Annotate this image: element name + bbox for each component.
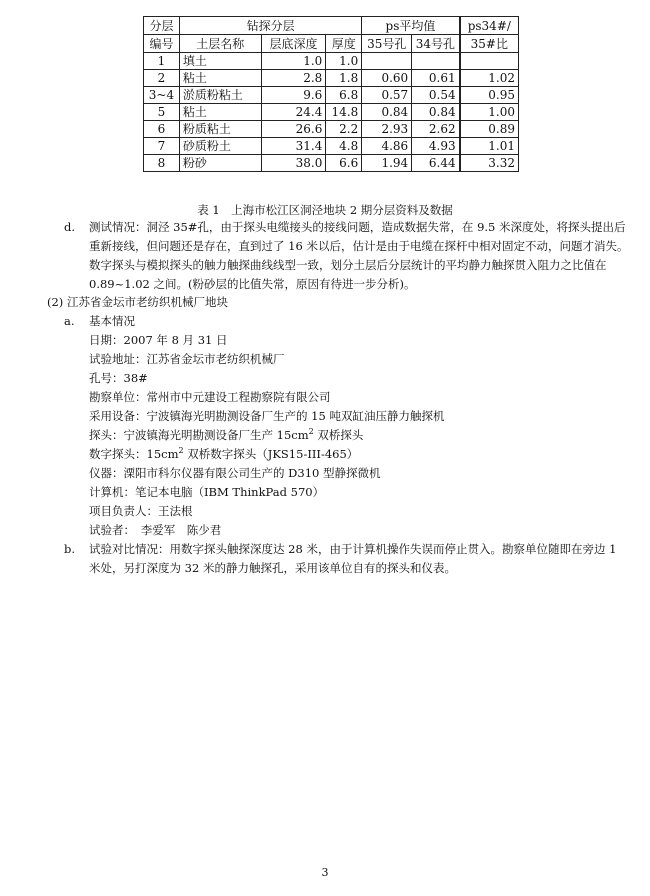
cell-thick: 1.0	[326, 53, 362, 70]
paragraph-line: 试验对比情况：用数字探头触探深度达 28 米，由于计算机操作失误而停止贯入。勘察单位随即在旁边 1	[89, 542, 617, 556]
table-row	[144, 155, 519, 172]
cell-name: 淤质粉粘土	[179, 87, 261, 104]
cell-p35: 2.93	[362, 121, 412, 138]
header-ps-average: ps平均值	[362, 17, 460, 35]
table-row	[144, 53, 519, 70]
digital-suffix: 双桥数字探头（JKS15-III-465）	[183, 447, 359, 461]
cell-ratio: 3.32	[460, 155, 519, 172]
list-marker-b: b.	[64, 542, 76, 556]
info-date: 日期：2007 年 8 月 31 日	[89, 333, 228, 347]
cell-no: 2	[144, 70, 180, 87]
cell-no: 7	[144, 138, 180, 155]
cell-depth: 24.4	[261, 104, 326, 121]
paragraph-line: 米处，另打深度为 32 米的静力触探孔，采用该单位自有的探头和仪表。	[89, 561, 456, 575]
cell-ratio: 1.02	[460, 70, 519, 87]
cell-thick: 6.8	[326, 87, 362, 104]
info-instrument: 仪器：溧阳市科尔仪器有限公司生产的 D310 型静探微机	[89, 466, 381, 480]
paragraph-line: 数字探头与模拟探头的触力触探曲线线型一致，划分土层后分层统计的平均静力触探贯入阻力之比值在	[89, 258, 607, 272]
cell-ratio: 0.89	[460, 121, 519, 138]
info-probe	[89, 426, 363, 445]
header-ratio: ps34#/	[460, 17, 519, 35]
cell-ratio: 0.95	[460, 87, 519, 104]
probe-sup: 2	[308, 427, 314, 437]
paragraph-line: 0.89~1.02 之间。(粉砂层的比值失常，原因有待进一步分析)。	[89, 277, 416, 291]
cell-ratio	[460, 53, 519, 70]
list-marker-d: d.	[64, 220, 76, 234]
info-hole-no: 孔号：38#	[89, 371, 148, 385]
cell-p34: 0.54	[412, 87, 460, 104]
table-row	[144, 121, 519, 138]
info-address: 试验地址：江苏省金坛市老纺织机械厂	[89, 352, 285, 366]
cell-depth: 38.0	[261, 155, 326, 172]
cell-depth: 31.4	[261, 138, 326, 155]
cell-name: 粉质粘土	[179, 121, 261, 138]
cell-p35: 0.60	[362, 70, 412, 87]
probe-suffix: 双桥探头	[313, 428, 364, 442]
header-drill-layer: 钻探分层	[179, 17, 361, 35]
cell-thick: 14.8	[326, 104, 362, 121]
header-thickness: 厚度	[326, 35, 362, 53]
header-ratio-2: 35#比	[460, 35, 519, 53]
cell-name: 粘土	[179, 104, 261, 121]
cell-depth: 2.8	[261, 70, 326, 87]
header-depth: 层底深度	[261, 35, 326, 53]
list-marker-a: a.	[64, 314, 75, 328]
cell-p34	[412, 53, 460, 70]
cell-name: 粉砂	[179, 155, 261, 172]
cell-p35: 1.94	[362, 155, 412, 172]
table-caption: 表 1 上海市松江区洞泾地块 2 期分层资料及数据	[197, 203, 453, 217]
cell-name: 粘土	[179, 70, 261, 87]
cell-p34: 2.62	[412, 121, 460, 138]
cell-no: 6	[144, 121, 180, 138]
cell-p35: 0.57	[362, 87, 412, 104]
cell-p35: 4.86	[362, 138, 412, 155]
header-hole-35: 35号孔	[362, 35, 412, 53]
paragraph-line: 测试情况：洞泾 35#孔，由于探头电缆接头的接线问题，造成数据失常，在 9.5 米深度处，将探头提出后	[89, 220, 626, 234]
cell-p35	[362, 53, 412, 70]
header-layer-no-2: 编号	[144, 35, 180, 53]
table-row	[144, 104, 519, 121]
cell-name: 砂质粉土	[179, 138, 261, 155]
info-project-leader: 项目负责人：王法根	[89, 504, 193, 518]
subsection-title: 基本情况	[89, 314, 135, 328]
page-number: 3	[321, 866, 329, 879]
cell-thick: 2.2	[326, 121, 362, 138]
cell-p35: 0.84	[362, 104, 412, 121]
cell-no: 1	[144, 53, 180, 70]
digital-sup: 2	[178, 446, 184, 456]
cell-p34: 6.44	[412, 155, 460, 172]
cell-no: 8	[144, 155, 180, 172]
info-testers: 试验者： 李爱军 陈少君	[89, 523, 222, 537]
table-row	[144, 138, 519, 155]
paragraph-line: 重新接线，但问题还是存在，直到过了 16 米以后，估计是由于电缆在探杆中相对固定不动，问题才消失。	[89, 239, 629, 253]
cell-name: 填土	[179, 53, 261, 70]
cell-depth: 1.0	[261, 53, 326, 70]
info-survey-unit: 勘察单位：常州市中元建设工程勘察院有限公司	[89, 390, 331, 404]
header-layer-no: 分层	[144, 17, 180, 35]
cell-p34: 0.61	[412, 70, 460, 87]
cell-ratio: 1.00	[460, 104, 519, 121]
soil-layer-table	[143, 16, 519, 172]
cell-no: 3~4	[144, 87, 180, 104]
info-equipment: 采用设备：宁波镇海光明勘测设备厂生产的 15 吨双缸油压静力触探机	[89, 409, 445, 423]
header-soil-name: 土层名称	[179, 35, 261, 53]
info-computer: 计算机：笔记本电脑（IBM ThinkPad 570）	[89, 485, 325, 499]
info-digital-probe	[89, 445, 358, 464]
cell-no: 5	[144, 104, 180, 121]
cell-thick: 4.8	[326, 138, 362, 155]
header-hole-34: 34号孔	[412, 35, 460, 53]
cell-depth: 26.6	[261, 121, 326, 138]
table-row	[144, 70, 519, 87]
cell-ratio: 1.01	[460, 138, 519, 155]
probe-prefix: 探头：宁波镇海光明勘测设备厂生产 15cm	[89, 428, 309, 442]
cell-p34: 4.93	[412, 138, 460, 155]
cell-depth: 9.6	[261, 87, 326, 104]
table-row	[144, 87, 519, 104]
cell-thick: 6.6	[326, 155, 362, 172]
cell-thick: 1.8	[326, 70, 362, 87]
section-heading: (2) 江苏省金坛市老纺织机械厂地块	[47, 295, 228, 309]
cell-p34: 0.84	[412, 104, 460, 121]
digital-prefix: 数字探头：15cm	[89, 447, 179, 461]
